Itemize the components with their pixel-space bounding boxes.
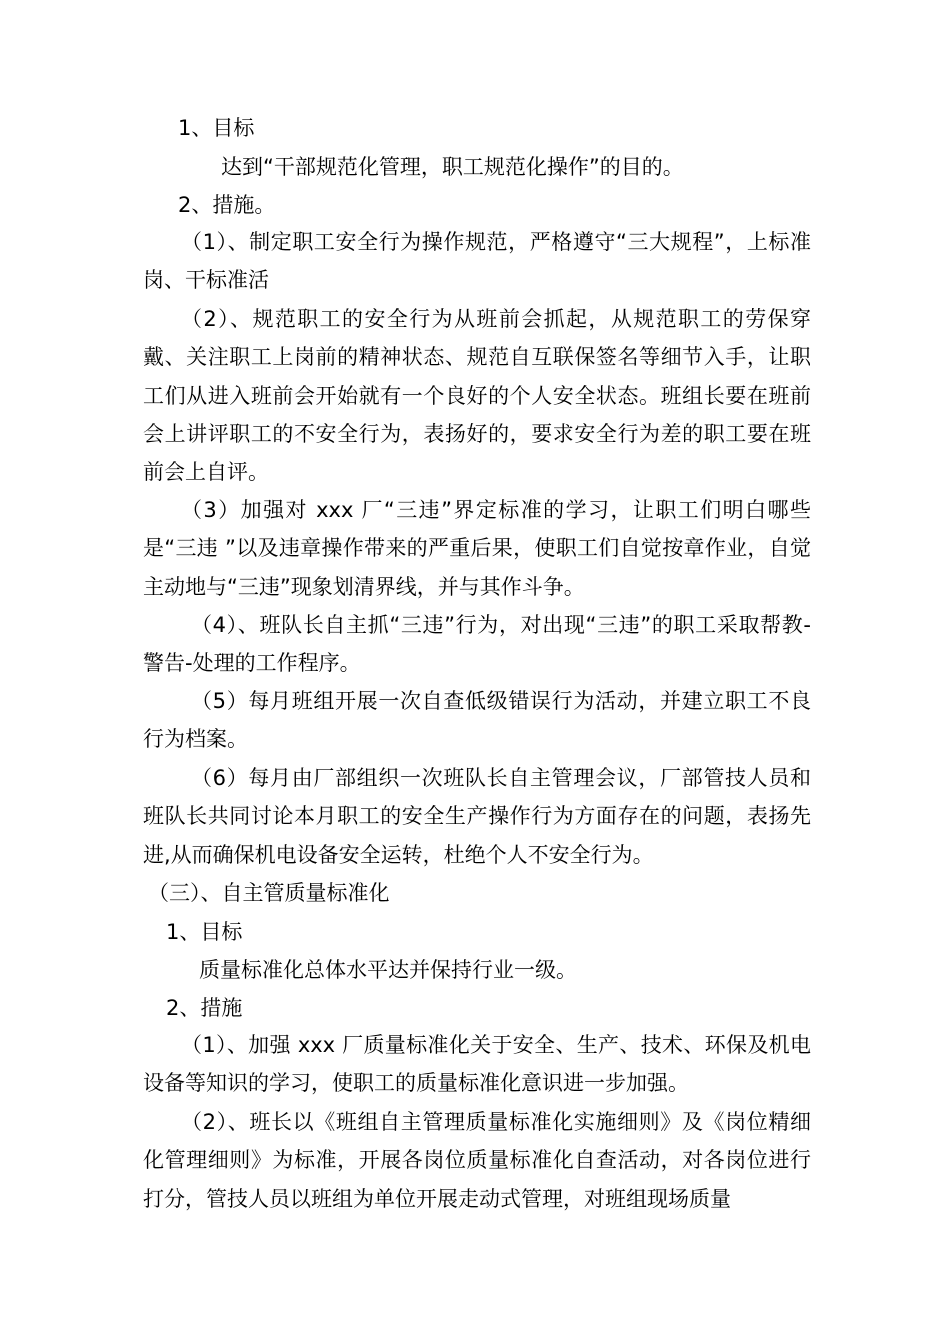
quality-goal-heading: 1、目标 bbox=[166, 920, 243, 944]
measure-item-6: （6）每月由厂部组织一次班队长自主管理会议，厂部管技人员和班队长共同讨论本月职工的安全生产操作行为方面存在的问题，表扬先进,从而确保机电设备安全运转，杜绝个人不安全行为。 bbox=[143, 766, 811, 867]
quality-item-2: （2）、班长以《班组自主管理质量标准化实施细则》及《岗位精细化管理细则》为标准，开展各岗位质量标准化自查活动，对各岗位进行打分，管技人员以班组为单位开展走动式管理，对班组现场质量 bbox=[143, 1110, 811, 1211]
measures-heading: 2、措施。 bbox=[178, 193, 276, 217]
measure-item-5: （5）每月班组开展一次自查低级错误行为活动，并建立职工不良行为档案。 bbox=[143, 689, 811, 752]
goal-heading: 1、目标 bbox=[178, 116, 255, 140]
measure-item-4: （4）、班队长自主抓“三违”行为，对出现“三违”的职工采取帮教-警告-处理的工作程序。 bbox=[143, 613, 811, 676]
goal-text: 达到“干部规范化管理，职工规范化操作”的目的。 bbox=[221, 155, 684, 179]
section-title: （三）、自主管质量标准化 bbox=[148, 881, 390, 905]
measure-item-2: （2）、规范职工的安全行为从班前会抓起，从规范职工的劳保穿戴、关注职工上岗前的精神状态、规范自互联保签名等细节入手，让职工们从进入班前会开始就有一个良好的个人安全状态。班组长要在班前会上讲评职工的不安全行为，表扬好的，要求安全行为差的职工要在班前会上自评。 bbox=[143, 307, 811, 485]
measure-item-3: （3）加强对 xxx 厂“三违”界定标准的学习，让职工们明白哪些是“三违 ”以及违章操作带来的严重后果，使职工们自觉按章作业，自觉主动地与“三违”现象划清界线，并与其作斗争。 bbox=[143, 498, 811, 599]
measure-item-1: （1）、制定职工安全行为操作规范，严格遵守“三大规程”，上标准岗、干标准活 bbox=[143, 230, 811, 293]
quality-measures-heading: 2、措施 bbox=[166, 996, 243, 1020]
quality-goal-text: 质量标准化总体水平达并保持行业一级。 bbox=[199, 958, 577, 982]
quality-item-1: （1）、加强 xxx 厂质量标准化关于安全、生产、技术、环保及机电设备等知识的学习，使职工的质量标准化意识进一步加强。 bbox=[143, 1033, 811, 1096]
